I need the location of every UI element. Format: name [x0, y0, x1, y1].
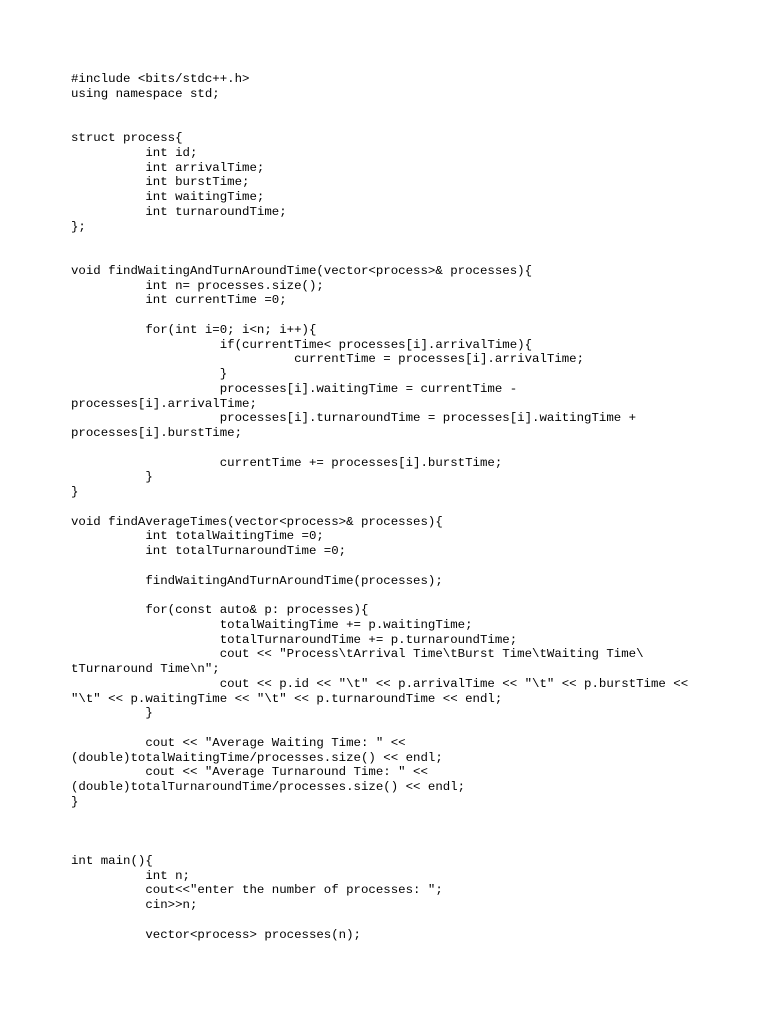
code-line [71, 559, 731, 574]
code-line: for(int i=0; i<n; i++){ [71, 322, 317, 337]
code-line: void findWaitingAndTurnAroundTime(vector<process>& processes){ [71, 263, 533, 278]
code-line [71, 500, 731, 515]
code-line [71, 102, 731, 117]
code-line: }; [71, 219, 86, 234]
code-line [71, 810, 731, 825]
code-line: if(currentTime< processes[i].arrivalTime){ [71, 337, 533, 352]
code-line: using namespace std; [71, 86, 220, 101]
code-line [71, 116, 731, 131]
code-line: int arrivalTime; [71, 160, 265, 175]
code-line: int n= processes.size(); [71, 278, 324, 293]
code-line: findWaitingAndTurnAroundTime(processes); [71, 573, 443, 588]
code-line: int turnaroundTime; [71, 204, 287, 219]
code-line: struct process{ [71, 131, 183, 145]
code-line: #include <bits/stdc++.h> [71, 72, 250, 86]
code-line [71, 588, 731, 603]
code-listing [71, 72, 731, 942]
code-line [71, 824, 731, 839]
code-line: for(const auto& p: processes){ [71, 603, 369, 617]
code-line [71, 721, 731, 736]
code-line: } [71, 485, 79, 499]
code-line: void findAverageTimes(vector<process>& processes){ [71, 514, 443, 529]
code-line [71, 308, 731, 323]
code-line: int burstTime; [71, 175, 250, 190]
code-line: currentTime += processes[i].burstTime; [71, 455, 503, 470]
code-line: cout << "Process\tArrival Time\tBurst Time\tWaiting Time\ [71, 647, 644, 662]
code-line: } [71, 706, 153, 721]
code-line: totalWaitingTime += p.waitingTime; [71, 617, 473, 632]
code-line: int currentTime =0; [71, 293, 287, 308]
code-line: vector<process> processes(n); [71, 927, 361, 942]
code-line: cout << p.id << "\t" << p.arrivalTime << "\t" << p.burstTime << [71, 676, 689, 691]
code-line: tTurnaround Time\n"; [71, 662, 220, 676]
code-line: } [71, 794, 79, 809]
code-line: int id; [71, 145, 198, 160]
code-line: processes[i].turnaroundTime = processes[i].waitingTime + [71, 411, 637, 426]
code-line [71, 839, 731, 854]
code-line: processes[i].waitingTime = currentTime - [71, 381, 518, 396]
code-line: processes[i].burstTime; [71, 426, 243, 440]
code-line: cout<<"enter the number of processes: "; [71, 883, 443, 898]
code-line: int n; [71, 868, 190, 883]
code-line: } [71, 470, 153, 485]
code-line: cin>>n; [71, 898, 198, 912]
code-line [71, 249, 731, 264]
code-line: (double)totalWaitingTime/processes.size() << endl; [71, 750, 443, 765]
code-line: cout << "Average Waiting Time: " << [71, 735, 406, 750]
code-line: (double)totalTurnaroundTime/processes.size() << endl; [71, 780, 466, 794]
code-line [71, 234, 731, 249]
code-line [71, 441, 731, 456]
code-line: totalTurnaroundTime += p.turnaroundTime; [71, 632, 518, 647]
code-line: int totalWaitingTime =0; [71, 529, 324, 544]
code-line: int main(){ [71, 853, 153, 868]
code-line [71, 913, 731, 928]
code-line: } [71, 367, 228, 381]
code-line: "\t" << p.waitingTime << "\t" << p.turnaroundTime << endl; [71, 691, 503, 706]
code-line: processes[i].arrivalTime; [71, 396, 257, 411]
code-line: int waitingTime; [71, 190, 265, 204]
code-line: cout << "Average Turnaround Time: " << [71, 765, 428, 780]
code-line: int totalTurnaroundTime =0; [71, 544, 347, 558]
code-line: currentTime = processes[i].arrivalTime; [71, 352, 585, 367]
